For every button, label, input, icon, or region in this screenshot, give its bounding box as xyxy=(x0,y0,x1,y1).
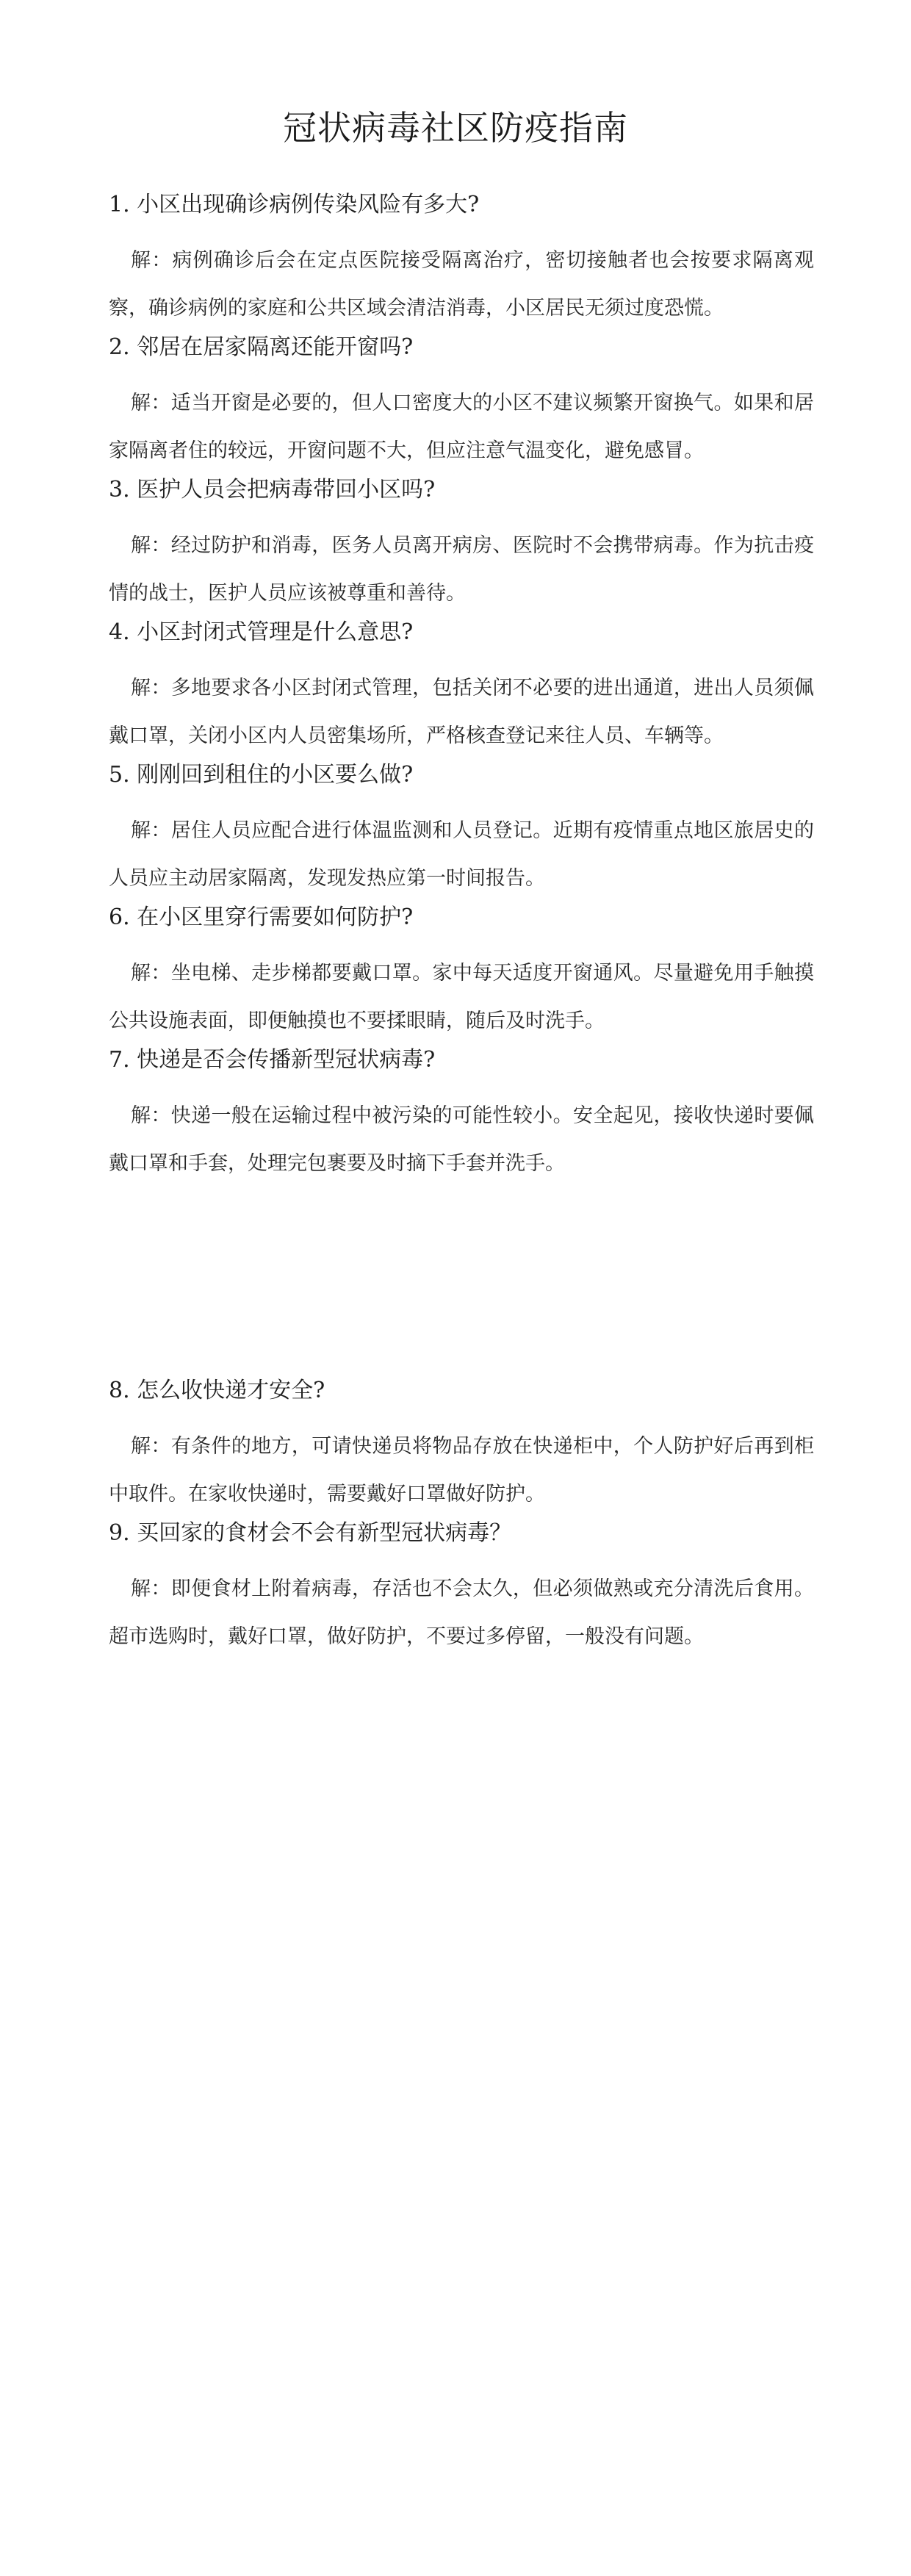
answer-9: 解：即便食材上附着病毒，存活也不会太久，但必须做熟或充分清洗后食用。超市选购时，戴好口罩，做好防护，不要过多停留，一般没有问题。 xyxy=(109,1577,814,1648)
question-5: 5. 刚刚回到租住的小区要么做? xyxy=(109,762,414,788)
answer-6: 解：坐电梯、走步梯都要戴口罩。家中每天适度开窗通风。尽量避免用手触摸公共设施表面，即便触摸也不要揉眼睛，随后及时洗手。 xyxy=(109,962,814,1032)
question-3: 3. 医护人员会把病毒带回小区吗? xyxy=(109,477,436,503)
answer-3: 解：经过防护和消毒，医务人员离开病房、医院时不会携带病毒。作为抗击疫情的战士，医护人员应该被尊重和善待。 xyxy=(109,534,814,605)
answer-5: 解：居住人员应配合进行体温监测和人员登记。近期有疫情重点地区旅居史的人员应主动居家隔离，发现发热应第一时间报告。 xyxy=(109,819,814,890)
answer-4: 解：多地要求各小区封闭式管理，包括关闭不必要的进出通道，进出人员须佩戴口罩，关闭小区内人员密集场所，严格核查登记来往人员、车辆等。 xyxy=(109,677,814,747)
page-title: 冠状病毒社区防疫指南 xyxy=(283,108,628,148)
qa-item-8 xyxy=(109,1375,814,1518)
qa-item-7 xyxy=(109,1045,814,1187)
qa-item-4 xyxy=(109,617,814,760)
qa-item-1 xyxy=(109,190,814,332)
answer-8: 解：有条件的地方，可请快递员将物品存放在快递柜中，个人防护好后再到柜中取件。在家收快递时，需要戴好口罩做好防护。 xyxy=(109,1435,814,1505)
qa-item-2 xyxy=(109,332,814,475)
qa-item-5 xyxy=(109,760,814,902)
question-2: 2. 邻居在居家隔离还能开窗吗? xyxy=(109,334,414,360)
question-1: 1. 小区出现确诊病例传染风险有多大? xyxy=(109,192,480,217)
question-6: 6. 在小区里穿行需要如何防护? xyxy=(109,904,414,930)
qa-item-9 xyxy=(109,1518,814,1661)
qa-item-6 xyxy=(109,902,814,1045)
question-4: 4. 小区封闭式管理是什么意思? xyxy=(109,619,414,645)
answer-2: 解：适当开窗是必要的，但人口密度大的小区不建议频繁开窗换气。如果和居家隔离者住的较远，开窗问题不大，但应注意气温变化，避免感冒。 xyxy=(109,392,814,462)
question-7: 7. 快递是否会传播新型冠状病毒? xyxy=(109,1047,436,1073)
question-9: 9. 买回家的食材会不会有新型冠状病毒？ xyxy=(109,1520,512,1546)
answer-7: 解：快递一般在运输过程中被污染的可能性较小。安全起见，接收快递时要佩戴口罩和手套，处理完包裹要及时摘下手套并洗手。 xyxy=(109,1104,814,1175)
qa-item-3 xyxy=(109,475,814,617)
question-8: 8. 怎么收快递才安全? xyxy=(109,1378,325,1403)
answer-1: 解：病例确诊后会在定点医院接受隔离治疗，密切接触者也会按要求隔离观察，确诊病例的家庭和公共区域会清洁消毒，小区居民无须过度恐慌。 xyxy=(109,249,814,320)
